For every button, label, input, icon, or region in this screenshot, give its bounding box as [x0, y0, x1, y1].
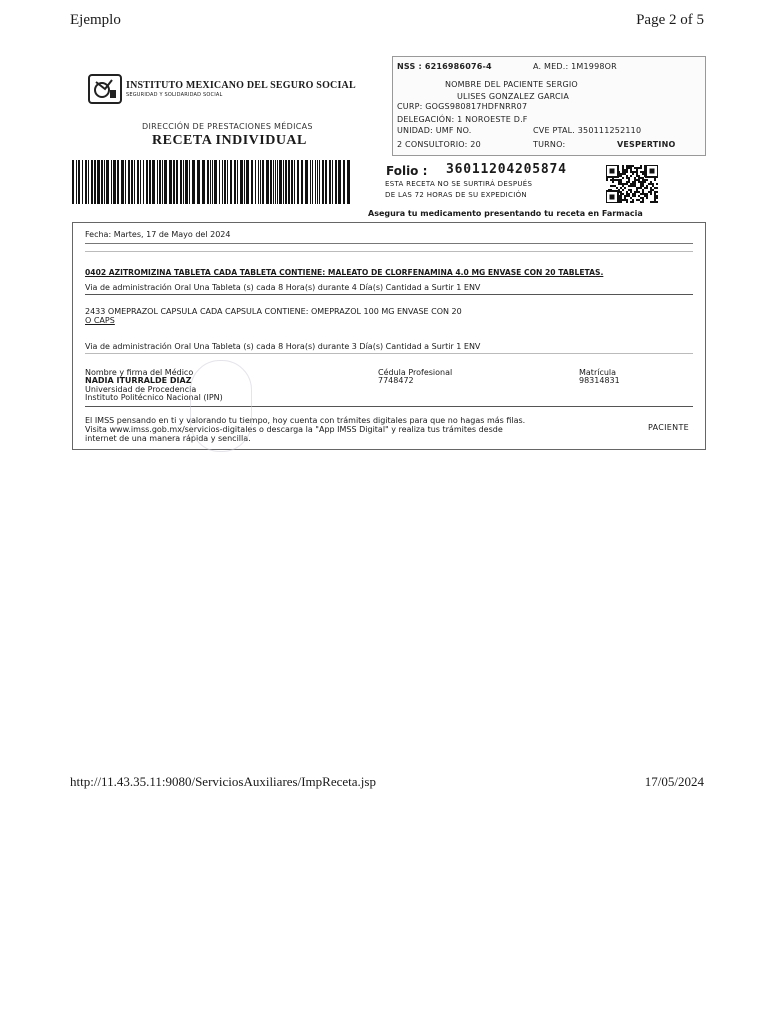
medication-line-1: 0402 AZITROMIZINA TABLETA CADA TABLETA CONTIENE: MALEATO DE CLORFENAMINA 4.0 MG ENVASE CON 20 TABLETAS. — [85, 268, 604, 277]
nss-field: NSS : 6216986076-4 — [397, 62, 492, 71]
university-value: Instituto Politécnico Nacional (IPN) — [85, 393, 223, 402]
medication-line-2: 2433 OMEPRAZOL CAPSULA CADA CAPSULA CONTIENE: OMEPRAZOL 100 MG ENVASE CON 20 — [85, 307, 462, 316]
pharmacy-notice: Asegura tu medicamento presentando tu receta en Farmacia — [368, 209, 643, 218]
stamp-watermark-icon — [190, 360, 252, 452]
cedula-label: Cédula Profesional — [378, 368, 453, 377]
folio-number: 36011204205874 — [446, 162, 567, 177]
turno-value: VESPERTINO — [617, 140, 676, 149]
patient-name-label: NOMBRE DEL PACIENTE SERGIO — [445, 80, 578, 89]
qr-code — [606, 165, 658, 203]
institution-name: INSTITUTO MEXICANO DEL SEGURO SOCIAL — [126, 80, 356, 91]
curp-field: CURP: GOGS980817HDFNRR07 — [397, 102, 528, 111]
page-header-title: Ejemplo — [70, 12, 121, 28]
footer-date: 17/05/2024 — [644, 774, 704, 789]
folio-note-line1: ESTA RECETA NO SE SURTIRÁ DESPUÉS — [385, 180, 533, 188]
imss-notice-line3: internet de una manera rápida y sencilla. — [85, 434, 251, 443]
administration-line-2: Via de administración Oral Una Tableta (s) cada 8 Hora(s) durante 3 Día(s) Cantidad a Surtir 1 ENV — [85, 342, 481, 351]
folio-label: Folio : — [386, 164, 428, 178]
institution-subtitle: SEGURIDAD Y SOLIDARIDAD SOCIAL — [126, 92, 223, 98]
doctor-label: Nombre y firma del Médico — [85, 368, 194, 377]
page-number: Page 2 of 5 — [636, 12, 704, 28]
patient-name-value: ULISES GONZALEZ GARCIA — [457, 92, 570, 101]
matricula-label: Matrícula — [579, 368, 617, 377]
cve-ptal-field: CVE PTAL. 350111252110 — [533, 126, 642, 135]
divider — [85, 251, 693, 252]
a-med-field: A. MED.: 1M1998OR — [533, 62, 617, 71]
imss-notice-line1: El IMSS pensando en ti y valorando tu tiempo, hoy cuenta con trámites digitales para que no hagas más filas. — [85, 416, 526, 425]
turno-label: TURNO: — [533, 140, 566, 149]
patient-info-box — [392, 56, 706, 156]
cedula-value: 7748472 — [378, 376, 414, 385]
divider — [85, 243, 693, 244]
administration-line-1: Via de administración Oral Una Tableta (s) cada 8 Hora(s) durante 4 Día(s) Cantidad a Surtir 1 ENV — [85, 283, 481, 292]
divider — [85, 294, 693, 295]
prescription-date: Fecha: Martes, 17 de Mayo del 2024 — [85, 230, 231, 239]
imss-logo-icon — [88, 74, 122, 104]
imss-notice-line2: Visita www.imss.gob.mx/servicios-digitales o descarga la "App IMSS Digital" y realiza tus trámites desde — [85, 425, 503, 434]
document-title: RECETA INDIVIDUAL — [152, 133, 307, 148]
university-label: Universidad de Procedencia — [85, 385, 197, 394]
folio-note-line2: DE LAS 72 HORAS DE SU EXPEDICIÓN — [385, 191, 527, 199]
medication-line-2b: O CAPS — [85, 316, 115, 325]
doctor-name: NADIA ITURRALDE DIAZ — [85, 376, 192, 385]
divider — [85, 406, 693, 407]
consultorio-field: 2 CONSULTORIO: 20 — [397, 140, 481, 149]
divider — [85, 353, 693, 354]
footer-url: http://11.43.35.11:9080/ServiciosAuxiliares/ImpReceta.jsp — [70, 774, 376, 789]
unidad-field: UNIDAD: UMF NO. — [397, 126, 472, 135]
prescription-box — [72, 222, 706, 450]
matricula-value: 98314831 — [579, 376, 620, 385]
delegacion-field: DELEGACIÓN: 1 NOROESTE D.F — [397, 115, 528, 124]
copy-label: PACIENTE — [648, 423, 689, 432]
barcode — [72, 160, 352, 204]
direction-label: DIRECCIÓN DE PRESTACIONES MÉDICAS — [142, 122, 313, 131]
